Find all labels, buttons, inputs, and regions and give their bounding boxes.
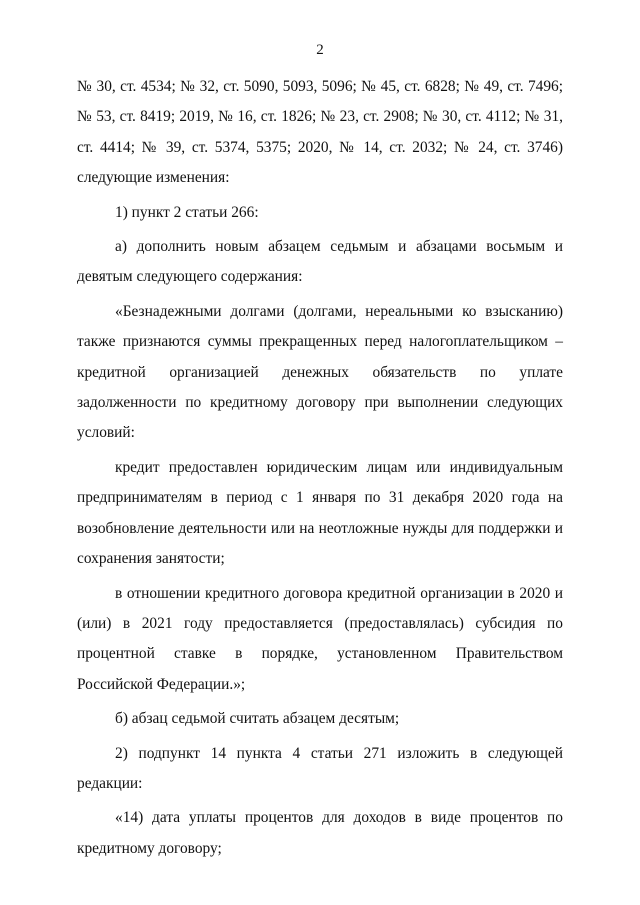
- paragraph-quote-start: «Безнадежными долгами (долгами, нереальными ко взысканию) также признаются суммы прекращенных перед налогоплательщиком – кредитной организацией денежных обязательств по уплате задолженности по кредитному договору при выполнении следующих условий:: [77, 302, 563, 442]
- paragraph-citation-list: № 30, ст. 4534; № 32, ст. 5090, 5093, 5096; № 45, ст. 6828; № 49, ст. 7496; № 53, ст. 8419; 2019, № 16, ст. 1826; № 23, ст. 2908; № 30, ст. 4112; № 31, ст. 4414; № 39, ст. 5374, 5375; 2020, № 14, ст. 2032; № 24, ст. 3746) следующие изменения:: [77, 78, 563, 187]
- paragraph-condition-2: в отношении кредитного договора кредитной организации в 2020 и (или) в 2021 году предоставляется (предоставлялась) субсидия по процентной ставке в порядке, установленном Правительством Российской Федерации.»;: [77, 584, 563, 693]
- paragraph-item-a: а) дополнить новым абзацем седьмым и абзацами восьмым и девятым следующего содержания:: [77, 238, 563, 286]
- page-number: 2: [316, 42, 324, 58]
- paragraph-item-b: б) абзац седьмой считать абзацем десятым;: [115, 710, 400, 728]
- paragraph-item-2: 2) подпункт 14 пункта 4 статьи 271 изложить в следующей редакции:: [77, 744, 563, 792]
- paragraph-quote-14: «14) дата уплаты процентов для доходов в виде процентов по кредитному договору;: [77, 809, 563, 857]
- paragraph-condition-1: кредит предоставлен юридическим лицам или индивидуальным предпринимателям в период с 1 января по 31 декабря 2020 года на возобновление деятельности или на неотложные нужды для поддержки и сохранения занятости;: [77, 458, 563, 568]
- paragraph-item-1: 1) пункт 2 статьи 266:: [115, 203, 259, 221]
- document-body: [77, 72, 563, 868]
